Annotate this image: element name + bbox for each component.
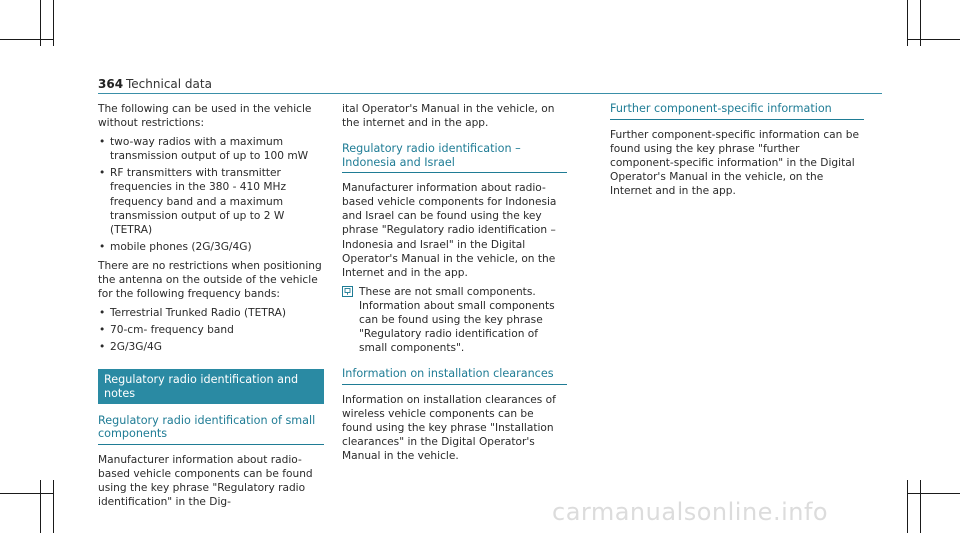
watermark: carmanualsonline.info: [552, 498, 829, 526]
crop-mark: [907, 39, 960, 40]
installation-clearances-paragraph: Information on installation clearances of wireless vehicle components can be found using the key phrase "Installation clearances" in the Digital Operator's Manual in the vehicle.: [342, 393, 556, 463]
list-item: • RF transmitters with transmitter frequencies in the 380 - 410 MHz frequency band and a maximum transmission output of up to 2 W (TETRA): [98, 166, 324, 236]
list-item: • two-way radios with a maximum transmission output of up to 100 mW: [98, 135, 324, 163]
further-info-heading: Further component-specific information: [610, 102, 864, 120]
indonesia-israel-paragraph: Manufacturer information about radio-based vehicle components for Indonesia and Israel can be found using the key phrase "Regulatory radio identification – Indonesia and Israel" in the Digital Operator's Manual in the vehicle, on the Internet and in the app.: [342, 182, 557, 279]
installation-clearances-heading: Information on installation clearances: [342, 367, 567, 385]
crop-mark: [40, 480, 41, 533]
antenna-paragraph: There are no restrictions when positioning the antenna on the outside of the vehicle for the following frequency bands:: [98, 259, 322, 301]
allowed-devices-list: [98, 135, 324, 254]
column-1: [98, 102, 324, 514]
indonesia-israel-heading: Regulatory radio identification – Indonesia and Israel: [342, 142, 567, 173]
crop-mark: [0, 39, 53, 40]
further-info-paragraph: Further component-specific information can be found using the key phrase "further component-specific information" in the Digital Operator's Manual in the vehicle, on the Internet and in the app.: [610, 128, 859, 197]
list-item: • 2G/3G/4G: [98, 340, 324, 354]
note-text: These are not small components. Information about small components can be found using the key phrase "Regulatory radio identification of small components".: [359, 285, 555, 355]
info-note: [342, 285, 567, 355]
frequency-bands-list: [98, 306, 324, 354]
crop-mark: [53, 0, 54, 46]
info-note-icon: [342, 286, 353, 297]
column-3: [610, 102, 864, 203]
small-components-paragraph: Manufacturer information about radio-based vehicle components can be found using the key phrase "Regulatory radio identification" in the Dig-: [98, 453, 313, 508]
page-header-title: Technical data: [126, 77, 212, 91]
header-rule: [98, 93, 882, 94]
page-number: 364: [98, 77, 124, 91]
list-item: • Terrestrial Trunked Radio (TETRA): [98, 306, 324, 320]
crop-mark: [0, 493, 53, 494]
list-item: • mobile phones (2G/3G/4G): [98, 240, 324, 254]
crop-mark: [907, 480, 908, 533]
section-heading: Regulatory radio identification and notes: [98, 369, 324, 404]
crop-mark: [920, 480, 921, 533]
crop-mark: [907, 493, 960, 494]
subsection-heading: Regulatory radio identification of small components: [98, 414, 324, 445]
column-2: [342, 102, 567, 468]
continued-paragraph: ital Operator's Manual in the vehicle, on the internet and in the app.: [342, 103, 555, 130]
crop-mark: [53, 480, 54, 533]
intro-paragraph: The following can be used in the vehicle without restrictions:: [98, 103, 312, 130]
list-item: • 70-cm- frequency band: [98, 323, 324, 337]
